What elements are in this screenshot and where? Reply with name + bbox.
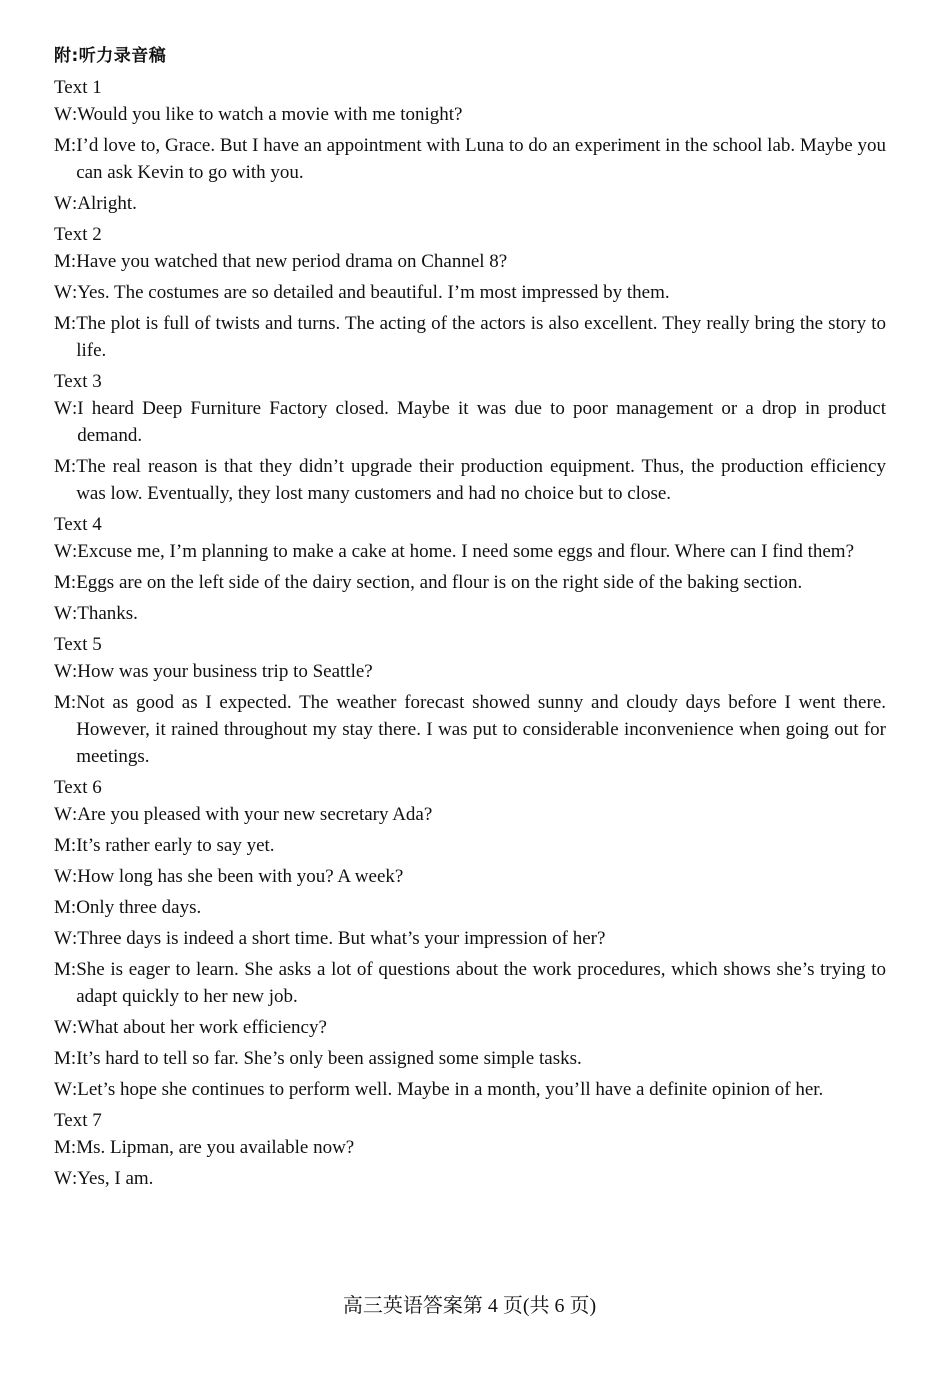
text-title: Text 3 [54,371,102,392]
speaker-label: M [54,456,71,477]
speaker-label: W [54,866,72,887]
dialogue-line [54,1134,886,1161]
speaker-separator: : [71,104,78,125]
dialogue-line [54,894,886,921]
speaker-label: M [54,1048,71,1069]
text-title: Text 7 [54,1110,102,1131]
dialogue-line [54,569,886,596]
dialogue-line [54,395,886,449]
speaker-separator: : [71,541,78,562]
speaker-label: W [54,1168,72,1189]
speaker-label: W [54,398,72,419]
speaker-separator: : [70,135,77,156]
dialogue-line [54,1045,886,1072]
dialogue-line [54,863,886,890]
text-title: Text 5 [54,634,102,655]
speaker-label: W [54,282,72,303]
speaker-separator: : [70,959,77,980]
dialogue-line [54,310,886,364]
speaker-separator: : [71,1079,78,1100]
dialogue-line [54,279,886,306]
speaker-label: W [54,1017,72,1038]
speaker-label: M [54,959,71,980]
line-text: Three days is indeed a short time. But what’s your impression of her? [77,928,606,949]
dialogue-line [54,925,886,952]
line-text: Yes. The costumes are so detailed and beautiful. I’m most impressed by them. [77,282,670,303]
speaker-label: M [54,692,71,713]
dialogue-line [54,453,886,507]
line-text: I’d love to, Grace. But I have an appointment with Luna to do an experiment in the school lab. Maybe you can ask Kevin to go with you. [76,135,886,183]
page-footer: 高三英语答案第 4 页(共 6 页) [342,1295,597,1317]
dialogue-line [54,1076,886,1103]
speaker-label: M [54,897,71,918]
text-title: Text 4 [54,514,102,535]
speaker-label: M [54,572,71,593]
line-text: How long has she been with you? A week? [77,866,404,887]
speaker-separator: : [71,1168,78,1189]
speaker-separator: : [71,282,78,303]
speaker-label: W [54,104,72,125]
line-text: Not as good as I expected. The weather forecast showed sunny and cloudy days before I went there. However, it rained throughout my stay there. I was put to considerable inconvenience when going out for meetings. [76,692,886,767]
dialogue-line [54,600,886,627]
line-text: Eggs are on the left side of the dairy section, and flour is on the right side of the baking section. [76,572,803,593]
speaker-separator: : [71,866,78,887]
line-text: It’s hard to tell so far. She’s only been assigned some simple tasks. [76,1048,582,1069]
line-text: Let’s hope she continues to perform well. Maybe in a month, you’ll have a definite opinion of her. [77,1079,824,1100]
speaker-separator: : [70,1048,77,1069]
speaker-separator: : [71,603,78,624]
line-text: The plot is full of twists and turns. The acting of the actors is also excellent. They really bring the story to life. [76,313,886,361]
line-text: Have you watched that new period drama on Channel 8? [76,251,508,272]
speaker-separator: : [70,835,77,856]
line-text: Ms. Lipman, are you available now? [76,1137,355,1158]
speaker-label: M [54,135,71,156]
text-title: Text 6 [54,777,102,798]
speaker-label: W [54,661,72,682]
line-text: It’s rather early to say yet. [76,835,275,856]
dialogue-line [54,1165,886,1192]
speaker-label: W [54,928,72,949]
speaker-separator: : [71,661,78,682]
dialogue-line [54,658,886,685]
text-title: Text 1 [54,77,102,98]
speaker-separator: : [71,928,78,949]
dialogue-line [54,190,886,217]
dialogue-line [54,956,886,1010]
speaker-separator: : [71,193,78,214]
speaker-label: W [54,603,72,624]
line-text: How was your business trip to Seattle? [77,661,373,682]
speaker-label: W [54,541,72,562]
section-header: 附:听力录音稿 [54,46,167,66]
line-text: What about her work efficiency? [77,1017,327,1038]
speaker-label: W [54,193,72,214]
speaker-separator: : [71,1017,78,1038]
dialogue-line [54,132,886,186]
line-text: Alright. [77,193,137,214]
speaker-separator: : [70,692,77,713]
line-text: She is eager to learn. She asks a lot of questions about the work procedures, which shows she’s trying to adapt quickly to her new job. [76,959,886,1007]
line-text: Would you like to watch a movie with me tonight? [77,104,463,125]
speaker-separator: : [70,251,77,272]
line-text: Excuse me, I’m planning to make a cake at home. I need some eggs and flour. Where can I find them? [77,541,855,562]
speaker-separator: : [70,1137,77,1158]
text-title: Text 2 [54,224,102,245]
speaker-label: W [54,1079,72,1100]
speaker-label: W [54,804,72,825]
speaker-label: M [54,1137,71,1158]
speaker-separator: : [70,313,77,334]
line-text: Thanks. [77,603,138,624]
dialogue-line [54,101,886,128]
line-text: Are you pleased with your new secretary Ada? [77,804,433,825]
speaker-label: M [54,251,71,272]
line-text: Only three days. [76,897,202,918]
speaker-label: M [54,313,71,334]
speaker-separator: : [71,804,78,825]
speaker-separator: : [71,398,78,419]
dialogue-line [54,1014,886,1041]
dialogue-line [54,832,886,859]
speaker-label: M [54,835,71,856]
speaker-separator: : [70,897,77,918]
line-text: The real reason is that they didn’t upgrade their production equipment. Thus, the production efficiency was low. Eventually, they lost many customers and had no choice but to close. [76,456,886,504]
line-text: Yes, I am. [77,1168,154,1189]
speaker-separator: : [70,456,77,477]
dialogue-line [54,689,886,770]
dialogue-line [54,248,886,275]
transcript-body [54,74,886,1196]
speaker-separator: : [70,572,77,593]
line-text: I heard Deep Furniture Factory closed. Maybe it was due to poor management or a drop in product demand. [77,398,886,446]
dialogue-line [54,538,886,565]
dialogue-line [54,801,886,828]
